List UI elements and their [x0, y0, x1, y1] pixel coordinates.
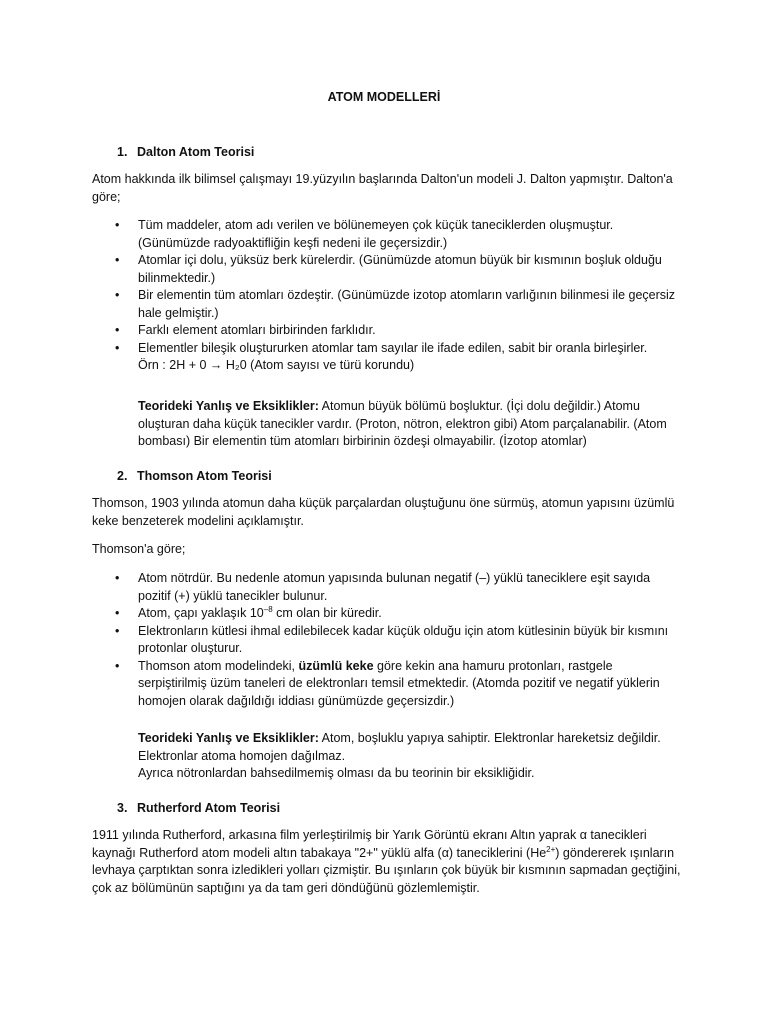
section-title: Thomson Atom Teorisi	[137, 469, 272, 483]
shortcomings-text-2: Ayrıca nötronlardan bahsedilmemiş olması da bu teorinin bir eksikliğidir.	[138, 766, 535, 780]
reaction-example: Örn : 2H + 0 → H₂0 (Atom sayısı ve türü korundu)	[138, 358, 415, 372]
bullet-icon: •	[115, 253, 120, 267]
section-number: 3.	[117, 801, 128, 815]
bullet-icon: •	[115, 218, 120, 232]
list-item: • Farklı element atomları birbirinden farklıdır.	[0, 322, 678, 340]
dalton-bullet-list	[0, 217, 768, 375]
section-heading-dalton	[117, 144, 254, 162]
bullet-icon: •	[115, 571, 120, 585]
dalton-shortcomings	[138, 398, 688, 451]
bullet-icon: •	[115, 658, 120, 673]
document-title: ATOM MODELLERİ	[327, 90, 441, 104]
shortcomings-text: Atom, boşluklu yapıya sahiptir. Elektronlar hareketsiz değildir. Elektronlar atoma homojen dağılmaz.	[138, 731, 661, 763]
bullet-icon: •	[115, 323, 120, 337]
thomson-bullet-list	[0, 570, 768, 710]
shortcomings-label: Teorideki Yanlış ve Eksiklikler:	[138, 731, 319, 745]
bullet-icon: •	[115, 623, 120, 638]
bullet-icon: •	[115, 288, 120, 302]
thomson-intro-2: Thomson'a göre;	[92, 542, 186, 556]
shortcomings-text: Atomun büyük bölümü boşluktur. (İçi dolu değildir.) Atomu oluşturan daha küçük tanecikler vardır. (Proton, nötron, elektron gibi) Atom parçalanabilir. (Atom bombası) Bir elementin tüm atomları birbirinin özdeşi olmayabilir. (İzotop atomlar)	[138, 399, 667, 448]
section-number: 1.	[117, 145, 128, 159]
dalton-intro: Atom hakkında ilk bilimsel çalışmayı 19.yüzyılın başlarında Dalton'un modeli J. Dalton yapmıştır. Dalton'a göre;	[92, 172, 673, 204]
section-title: Rutherford Atom Teorisi	[137, 801, 281, 815]
list-item: • Tüm maddeler, atom adı verilen ve bölünemeyen çok küçük taneciklerden oluşmuştur. (Günümüzde radyoaktifliğin keşfi nedeni ile geçersizdir.)	[115, 218, 614, 250]
list-item: • Elementler bileşik oluştururken atomlar tam sayılar ile ifade edilen, sabit bir oranla birleşirler. Örn : 2H + 0 → H₂0 (Atom sayısı ve türü korundu)	[115, 340, 648, 372]
thomson-intro: Thomson, 1903 yılında atomun daha küçük parçalardan oluştuğunu öne sürmüş, atomun yapısını üzümlü keke benzeterek modelini açıklamıştır.	[92, 496, 675, 528]
list-item: • Atom nötrdür. Bu nedenle atomun yapısında bulunan negatif (–) yüklü taneciklere eşit sayıda pozitif (+) yüklü tanecikler bulunur.	[115, 571, 651, 603]
thomson-shortcomings	[138, 730, 688, 783]
section-title: Dalton Atom Teorisi	[137, 145, 255, 159]
bullet-icon: •	[115, 606, 120, 620]
section-heading-rutherford	[117, 800, 280, 818]
list-item: • Atom, çapı yaklaşık $10^{-8}$ cm olan bir küredir.	[0, 605, 678, 623]
rutherford-intro: 1911 yılında Rutherford, arkasına film yerleştirilmiş bir Yarık Görüntü ekranı Altın yaprak α tanecikleri kaynağı Rutherford atom modeli altın tabakaya "2+" yüklü alfa (α) taneciklerini $(He^{2+})$ göndererek ışınların levhaya çarptıktan sonra izledikleri yolları çizmiştir. Bu ışınların çok büyük bir kısmının sapmadan geçtiğini, çok az bölümünün saptığını ya da tam geri döndüğünü gözlemlemiştir.	[92, 828, 681, 895]
list-item: • Bir elementin tüm atomları özdeştir. (Günümüzde izotop atomların varlığının bilinmesi ile geçersiz hale gelmiştir.)	[115, 288, 676, 320]
section-number: 2.	[117, 469, 128, 483]
shortcomings-label: Teorideki Yanlış ve Eksiklikler:	[138, 399, 319, 413]
list-item: • Atomlar içi dolu, yüksüz berk kürelerdir. (Günümüzde atomun büyük bir kısmının boşluk olduğu bilinmektedir.)	[115, 253, 662, 285]
section-heading-thomson	[117, 468, 272, 486]
bullet-icon: •	[115, 340, 120, 355]
list-item: • Thomson atom modelindeki, üzümlü keke göre kekin ana hamuru protonları, rastgele serpiştirilmiş üzüm taneleri de elektronları temsil etmektedir. (Atomda pozitif ve negatif yüklerin homojen olarak dağıldığı iddiası günümüzde geçersizdir.)	[115, 658, 660, 708]
list-item: • Elektronların kütlesi ihmal edilebilecek kadar küçük olduğu için atom kütlesinin büyük bir kısmını protonlar oluşturur.	[115, 623, 669, 655]
